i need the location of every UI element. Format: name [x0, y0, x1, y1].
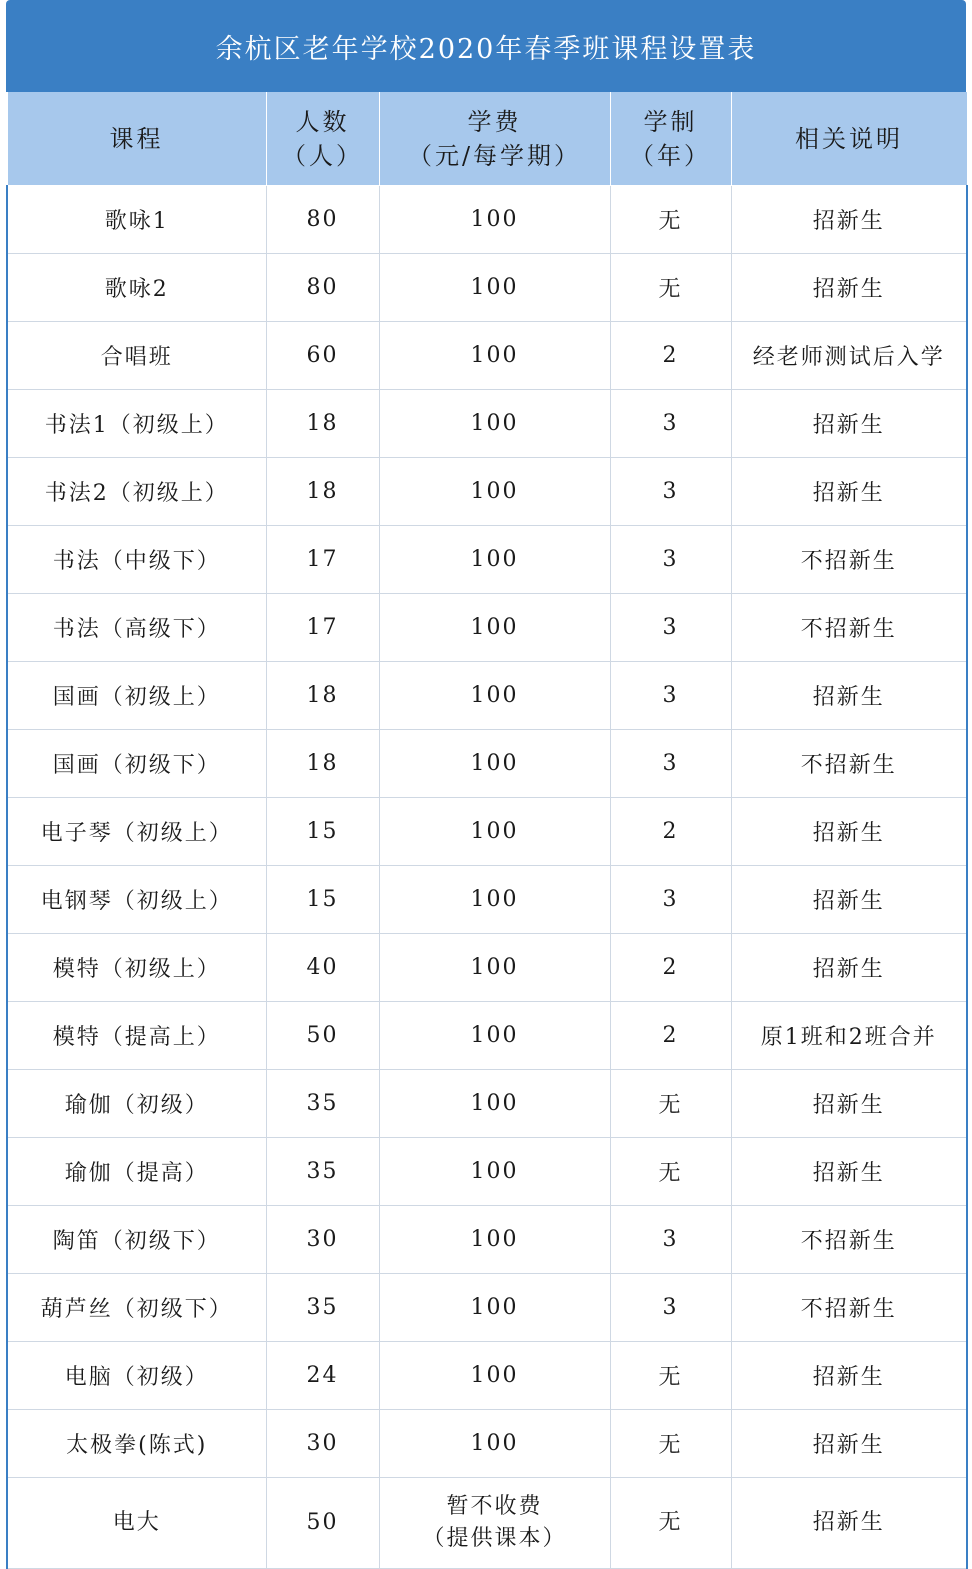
header-line1: 学费: [467, 107, 522, 136]
count-cell: [266, 798, 379, 866]
years-cell-text: 无: [658, 1161, 683, 1186]
years-cell: [610, 594, 731, 662]
count-cell: [266, 1206, 379, 1274]
note-cell: [731, 730, 967, 798]
fee-cell: [379, 662, 610, 730]
table-row: [7, 934, 967, 1002]
years-cell: [610, 866, 731, 934]
count-cell: [266, 254, 379, 322]
fee-cell-text: 100: [470, 275, 519, 300]
course-cell-text: 合唱班: [100, 345, 173, 370]
header-line1: 人数: [295, 107, 350, 136]
count-cell: [266, 458, 379, 526]
course-cell: [7, 866, 266, 934]
years-cell: [610, 1342, 731, 1410]
count-cell: [266, 322, 379, 390]
count-cell-text: 18: [306, 751, 339, 776]
years-cell-text: 3: [662, 751, 679, 776]
fee-cell-subtext: （提供课本）: [422, 1526, 567, 1551]
table-row: [7, 1274, 967, 1342]
years-cell-text: 3: [662, 479, 679, 504]
years-cell: [610, 186, 731, 254]
years-cell: [610, 526, 731, 594]
note-cell: [731, 322, 967, 390]
count-cell: [266, 866, 379, 934]
note-cell: [731, 458, 967, 526]
course-cell: [7, 934, 266, 1002]
years-cell-text: 无: [658, 1433, 683, 1458]
fee-cell-text: 100: [470, 1431, 519, 1456]
years-cell-text: 3: [662, 411, 679, 436]
header-course: [7, 92, 266, 186]
fee-cell: [379, 730, 610, 798]
note-cell-text: 招新生: [812, 481, 885, 506]
count-cell-text: 24: [306, 1363, 339, 1388]
count-cell: [266, 934, 379, 1002]
fee-cell-text: 100: [470, 887, 519, 912]
course-cell: [7, 1274, 266, 1342]
note-cell-text: 招新生: [812, 413, 885, 438]
course-cell-text: 电子琴（初级上）: [40, 821, 233, 846]
count-cell-text: 18: [306, 411, 339, 436]
course-cell-text: 歌咏1: [104, 209, 169, 234]
course-cell-text: 电大: [112, 1510, 161, 1535]
course-cell: [7, 662, 266, 730]
course-cell-text: 书法1（初级上）: [44, 413, 229, 438]
count-cell: [266, 526, 379, 594]
course-cell: [7, 186, 266, 254]
header-line2: （年）: [630, 141, 711, 170]
table-row: [7, 866, 967, 934]
fee-cell: [379, 526, 610, 594]
course-cell-text: 书法2（初级上）: [44, 481, 229, 506]
count-cell: [266, 186, 379, 254]
table-row: [7, 458, 967, 526]
years-cell-text: 3: [662, 1227, 679, 1252]
course-cell: [7, 390, 266, 458]
count-cell-text: 80: [306, 207, 339, 232]
count-cell: [266, 1002, 379, 1070]
years-cell: [610, 730, 731, 798]
fee-cell: [379, 594, 610, 662]
table-row: [7, 730, 967, 798]
note-cell-text: 招新生: [812, 685, 885, 710]
course-cell-text: 歌咏2: [104, 277, 169, 302]
count-cell-text: 17: [306, 615, 339, 640]
note-cell-text: 招新生: [812, 1365, 885, 1390]
course-cell: [7, 458, 266, 526]
table-title: 余杭区老年学校2020年春季班课程设置表: [6, 0, 966, 92]
note-cell-text: 不招新生: [800, 1297, 897, 1322]
table-row: [7, 594, 967, 662]
course-cell-text: 书法（高级下）: [52, 617, 221, 642]
fee-cell-text: 100: [470, 955, 519, 980]
note-cell: [731, 254, 967, 322]
note-cell: [731, 798, 967, 866]
count-cell: [266, 1342, 379, 1410]
course-cell: [7, 594, 266, 662]
table-row: [7, 526, 967, 594]
years-cell-text: 无: [658, 1093, 683, 1118]
fee-cell-text: 100: [470, 1295, 519, 1320]
fee-cell-text: 100: [470, 1091, 519, 1116]
count-cell-text: 50: [306, 1023, 339, 1048]
note-cell: [731, 526, 967, 594]
note-cell: [731, 1206, 967, 1274]
count-cell-text: 30: [306, 1227, 339, 1252]
course-cell-text: 瑜伽（初级）: [64, 1093, 209, 1118]
table-row: [7, 798, 967, 866]
fee-cell: [379, 934, 610, 1002]
count-cell: [266, 1410, 379, 1478]
years-cell: [610, 1274, 731, 1342]
years-cell: [610, 1138, 731, 1206]
note-cell: [731, 390, 967, 458]
years-cell-text: 无: [658, 209, 683, 234]
course-cell: [7, 1070, 266, 1138]
course-cell-text: 电钢琴（初级上）: [40, 889, 233, 914]
count-cell: [266, 1478, 379, 1569]
table-row: [7, 1342, 967, 1410]
note-cell: [731, 186, 967, 254]
header-count: [266, 92, 379, 186]
note-cell-text: 招新生: [812, 821, 885, 846]
course-cell-text: 模特（提高上）: [52, 1025, 221, 1050]
header-line2: （人）: [282, 141, 363, 170]
header-line1: 学制: [643, 107, 698, 136]
note-cell-text: 原1班和2班合并: [760, 1025, 937, 1050]
years-cell-text: 2: [662, 1023, 679, 1048]
course-cell: [7, 1342, 266, 1410]
years-cell-text: 3: [662, 1295, 679, 1320]
count-cell-text: 18: [306, 479, 339, 504]
years-cell: [610, 662, 731, 730]
years-cell-text: 2: [662, 343, 679, 368]
note-cell-text: 经老师测试后入学: [752, 345, 945, 370]
note-cell-text: 招新生: [812, 1093, 885, 1118]
table-row: [7, 390, 967, 458]
note-cell: [731, 1478, 967, 1569]
years-cell-text: 3: [662, 683, 679, 708]
fee-cell-text: 100: [470, 819, 519, 844]
fee-cell-text: 100: [470, 547, 519, 572]
fee-cell-text: 100: [470, 1159, 519, 1184]
count-cell-text: 15: [306, 819, 339, 844]
table-row: [7, 1410, 967, 1478]
table-row: [7, 1478, 967, 1569]
header-line1: 相关说明: [795, 124, 903, 153]
years-cell: [610, 390, 731, 458]
fee-cell: [379, 390, 610, 458]
fee-cell-text: 100: [470, 207, 519, 232]
course-cell: [7, 730, 266, 798]
table-row: [7, 1138, 967, 1206]
count-cell-text: 18: [306, 683, 339, 708]
header-line1: 课程: [109, 124, 164, 153]
course-cell: [7, 526, 266, 594]
fee-cell-text: 暂不收费: [446, 1494, 543, 1519]
header-line2: （元/每学期）: [407, 141, 582, 170]
fee-cell: [379, 1002, 610, 1070]
years-cell: [610, 322, 731, 390]
course-cell-text: 陶笛（初级下）: [52, 1229, 221, 1254]
years-cell: [610, 1478, 731, 1569]
fee-cell-text: 100: [470, 411, 519, 436]
fee-cell-text: 100: [470, 343, 519, 368]
fee-cell: [379, 1274, 610, 1342]
note-cell: [731, 934, 967, 1002]
table-row: [7, 322, 967, 390]
note-cell: [731, 1138, 967, 1206]
fee-cell: [379, 1410, 610, 1478]
note-cell: [731, 1274, 967, 1342]
table-body: [7, 186, 967, 1569]
years-cell-text: 无: [658, 1365, 683, 1390]
fee-cell: [379, 798, 610, 866]
years-cell: [610, 254, 731, 322]
course-cell-text: 电脑（初级）: [64, 1365, 209, 1390]
years-cell-text: 2: [662, 819, 679, 844]
table-header: [7, 92, 967, 186]
note-cell: [731, 1070, 967, 1138]
fee-cell-text: 100: [470, 1023, 519, 1048]
course-cell-text: 模特（初级上）: [52, 957, 221, 982]
note-cell: [731, 1342, 967, 1410]
count-cell: [266, 662, 379, 730]
fee-cell: [379, 1478, 610, 1569]
fee-cell-text: 100: [470, 751, 519, 776]
note-cell-text: 不招新生: [800, 753, 897, 778]
table-row: [7, 254, 967, 322]
note-cell-text: 招新生: [812, 277, 885, 302]
years-cell: [610, 798, 731, 866]
count-cell: [266, 730, 379, 798]
count-cell: [266, 1274, 379, 1342]
header-note: [731, 92, 967, 186]
years-cell-text: 3: [662, 887, 679, 912]
count-cell: [266, 390, 379, 458]
course-cell: [7, 1410, 266, 1478]
course-cell: [7, 1478, 266, 1569]
note-cell-text: 招新生: [812, 957, 885, 982]
course-table: [6, 92, 968, 1569]
header-fee: [379, 92, 610, 186]
fee-cell: [379, 1138, 610, 1206]
count-cell-text: 15: [306, 887, 339, 912]
years-cell: [610, 1206, 731, 1274]
fee-cell: [379, 254, 610, 322]
count-cell-text: 60: [306, 343, 339, 368]
note-cell-text: 不招新生: [800, 617, 897, 642]
course-cell-text: 葫芦丝（初级下）: [40, 1297, 233, 1322]
count-cell: [266, 1070, 379, 1138]
years-cell: [610, 934, 731, 1002]
table-row: [7, 1002, 967, 1070]
course-cell: [7, 798, 266, 866]
count-cell-text: 17: [306, 547, 339, 572]
table-row: [7, 1070, 967, 1138]
fee-cell-text: 100: [470, 479, 519, 504]
fee-cell: [379, 186, 610, 254]
course-cell-text: 书法（中级下）: [52, 549, 221, 574]
fee-cell: [379, 322, 610, 390]
course-cell: [7, 1206, 266, 1274]
note-cell-text: 招新生: [812, 1161, 885, 1186]
years-cell-text: 3: [662, 547, 679, 572]
count-cell-text: 35: [306, 1295, 339, 1320]
course-cell: [7, 1138, 266, 1206]
fee-cell-text: 100: [470, 615, 519, 640]
note-cell-text: 不招新生: [800, 549, 897, 574]
course-cell-text: 国画（初级下）: [52, 753, 221, 778]
header-years: [610, 92, 731, 186]
fee-cell-text: 100: [470, 683, 519, 708]
note-cell: [731, 662, 967, 730]
table-row: [7, 662, 967, 730]
count-cell-text: 30: [306, 1431, 339, 1456]
count-cell-text: 40: [306, 955, 339, 980]
course-cell-text: 国画（初级上）: [52, 685, 221, 710]
course-cell: [7, 254, 266, 322]
note-cell-text: 不招新生: [800, 1229, 897, 1254]
fee-cell: [379, 1206, 610, 1274]
fee-cell: [379, 458, 610, 526]
years-cell-text: 无: [658, 1510, 683, 1535]
years-cell: [610, 1002, 731, 1070]
note-cell-text: 招新生: [812, 889, 885, 914]
note-cell-text: 招新生: [812, 1510, 885, 1535]
fee-cell-text: 100: [470, 1227, 519, 1252]
years-cell-text: 3: [662, 615, 679, 640]
note-cell-text: 招新生: [812, 209, 885, 234]
note-cell: [731, 866, 967, 934]
years-cell: [610, 458, 731, 526]
note-cell: [731, 1410, 967, 1478]
note-cell-text: 招新生: [812, 1433, 885, 1458]
count-cell: [266, 594, 379, 662]
course-cell: [7, 322, 266, 390]
count-cell-text: 35: [306, 1091, 339, 1116]
years-cell: [610, 1070, 731, 1138]
course-cell-text: 太极拳(陈式): [66, 1433, 208, 1458]
fee-cell: [379, 1342, 610, 1410]
count-cell-text: 80: [306, 275, 339, 300]
years-cell-text: 2: [662, 955, 679, 980]
count-cell: [266, 1138, 379, 1206]
count-cell-text: 50: [306, 1510, 339, 1535]
table-row: [7, 1206, 967, 1274]
note-cell: [731, 594, 967, 662]
count-cell-text: 35: [306, 1159, 339, 1184]
note-cell: [731, 1002, 967, 1070]
years-cell: [610, 1410, 731, 1478]
table-row: [7, 186, 967, 254]
course-cell-text: 瑜伽（提高）: [64, 1161, 209, 1186]
years-cell-text: 无: [658, 277, 683, 302]
fee-cell: [379, 866, 610, 934]
course-cell: [7, 1002, 266, 1070]
fee-cell: [379, 1070, 610, 1138]
fee-cell-text: 100: [470, 1363, 519, 1388]
